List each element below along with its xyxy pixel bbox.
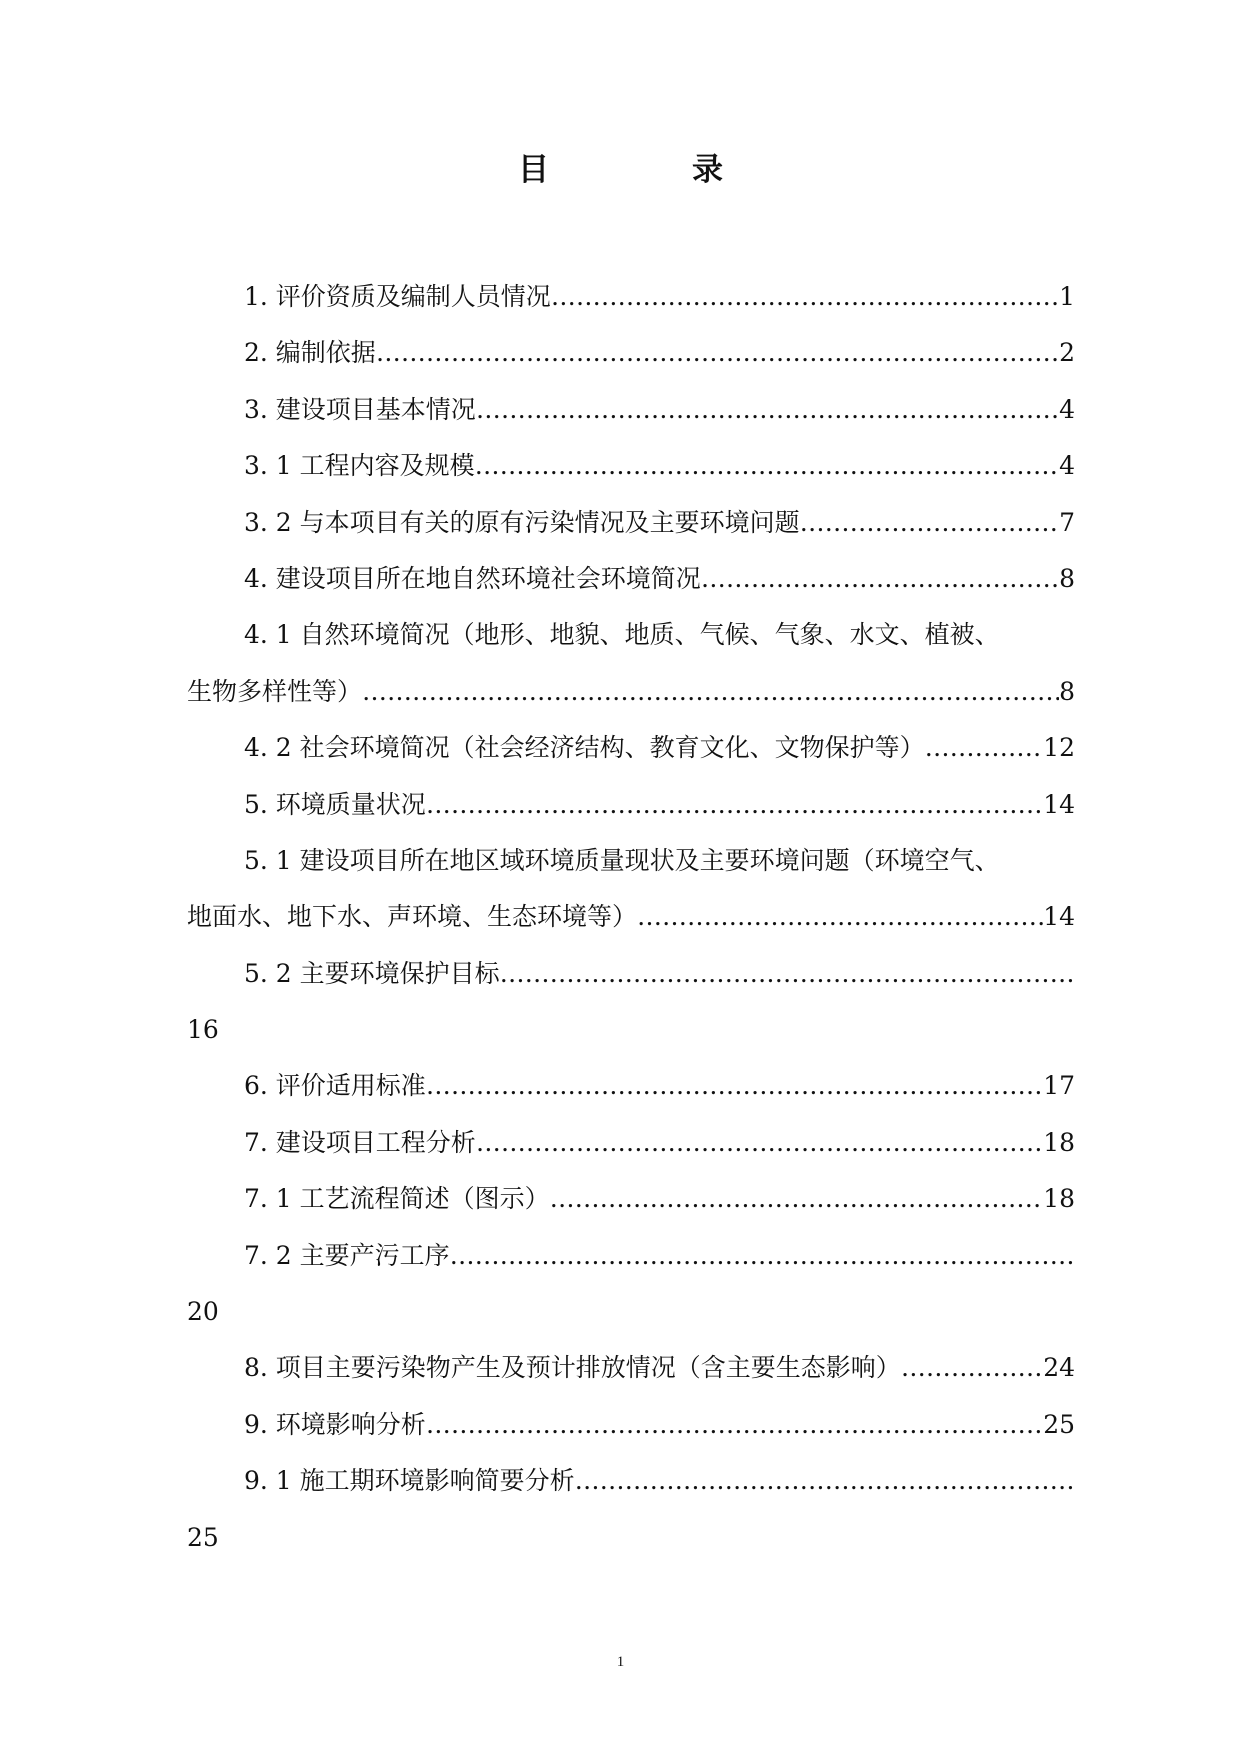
- toc-entry[interactable]: [187, 1115, 1075, 1171]
- toc-page-number: 16: [187, 1015, 219, 1045]
- dot-leader: [450, 1228, 1075, 1284]
- toc-page-number: 8: [1059, 676, 1075, 706]
- toc-page-number: 14: [1043, 789, 1075, 819]
- toc-entry-text: 3. 1 工程内容及规模: [244, 451, 475, 481]
- toc-entry[interactable]: [187, 1058, 1075, 1114]
- page-number-footer: 1: [616, 1654, 625, 1670]
- toc-entry-text: 1. 评价资质及编制人员情况: [244, 282, 551, 311]
- toc-page-number: 18: [1043, 1127, 1075, 1157]
- toc-entry[interactable]: [187, 438, 1075, 494]
- dot-leader: [551, 269, 1059, 325]
- dot-leader: [376, 325, 1059, 381]
- toc-entry[interactable]: [187, 1228, 1075, 1284]
- dot-leader: [476, 382, 1059, 438]
- toc-entry-line-1[interactable]: [187, 833, 1075, 889]
- toc-entry-text: 7. 1 工艺流程简述（图示）: [244, 1184, 550, 1214]
- toc-entry-text: 7. 建设项目工程分析: [244, 1127, 476, 1157]
- toc-entry-text: 9. 环境影响分析: [244, 1409, 426, 1439]
- dot-leader: [550, 1171, 1044, 1227]
- dot-leader: [701, 551, 1059, 607]
- toc-page-number: 8: [1059, 563, 1075, 593]
- toc-entry[interactable]: [187, 1453, 1075, 1509]
- toc-page-number: 25: [187, 1522, 219, 1552]
- toc-page-number: 17: [1043, 1071, 1075, 1101]
- toc-page-number: 7: [1059, 507, 1075, 537]
- toc-entry[interactable]: [187, 1397, 1075, 1453]
- toc-entry-text: 5. 2 主要环境保护目标: [244, 958, 500, 988]
- dot-leader: [475, 438, 1059, 494]
- dot-leader: [575, 1453, 1075, 1509]
- toc-entry-text: 4. 2 社会环境简况（社会经济结构、教育文化、文物保护等）: [244, 733, 925, 763]
- toc-entry-text: 8. 项目主要污染物产生及预计排放情况（含主要生态影响）: [244, 1353, 901, 1383]
- toc-entry-text: 9. 1 施工期环境影响简要分析: [244, 1466, 575, 1496]
- dot-leader: [476, 1115, 1043, 1171]
- toc-entry[interactable]: [187, 1340, 1075, 1396]
- toc-entry-wrapped-page[interactable]: [187, 1002, 1075, 1058]
- toc-entry[interactable]: [187, 382, 1075, 438]
- toc-entry-text: 3. 2 与本项目有关的原有污染情况及主要环境问题: [244, 507, 800, 537]
- toc-page-number: 24: [1043, 1353, 1075, 1383]
- toc-entry-wrapped-page[interactable]: [187, 1284, 1075, 1340]
- dot-leader: [500, 946, 1075, 1002]
- dot-leader: [637, 889, 1043, 945]
- toc-entry[interactable]: [187, 946, 1075, 1002]
- toc-entry[interactable]: [187, 325, 1075, 381]
- toc-entry[interactable]: [187, 551, 1075, 607]
- toc-entry-line-1[interactable]: [187, 607, 1075, 663]
- toc-entry-text: 4. 建设项目所在地自然环境社会环境简况: [244, 563, 701, 593]
- page-title: 目 录: [518, 152, 779, 188]
- toc-page-number: 25: [1043, 1409, 1075, 1439]
- toc-entry-text: 7. 2 主要产污工序: [244, 1240, 450, 1270]
- toc-entry-text: 2. 编制依据: [244, 338, 376, 368]
- toc-entry-text: 6. 评价适用标准: [244, 1071, 426, 1101]
- toc-entry-line-2[interactable]: [187, 664, 1075, 720]
- toc-entry-wrapped-page[interactable]: [187, 1510, 1075, 1566]
- toc-page-number: 14: [1043, 902, 1075, 932]
- toc-entry[interactable]: [187, 269, 1075, 325]
- dot-leader: [362, 664, 1059, 720]
- toc-page-number: 4: [1059, 394, 1075, 424]
- toc-page-number: 12: [1043, 733, 1075, 763]
- toc-entry-text: 5. 环境质量状况: [244, 789, 426, 819]
- toc-entry[interactable]: [187, 1171, 1075, 1227]
- toc-entry-line-2[interactable]: [187, 889, 1075, 945]
- toc-entry-text: 3. 建设项目基本情况: [244, 394, 476, 424]
- toc-page-number: 20: [187, 1297, 219, 1327]
- dot-leader: [901, 1340, 1043, 1396]
- table-of-contents: [187, 269, 1075, 1566]
- dot-leader: [426, 1397, 1043, 1453]
- toc-page-number: 18: [1043, 1184, 1075, 1214]
- dot-leader: [925, 720, 1044, 776]
- toc-entry-text: 5. 1 建设项目所在地区域环境质量现状及主要环境问题（环境空气、: [244, 845, 1000, 875]
- toc-entry-text-continued: 地面水、地下水、声环境、生态环境等）: [187, 902, 638, 932]
- toc-entry-text: 4. 1 自然环境简况（地形、地貌、地质、气候、气象、水文、植被、: [244, 620, 1000, 650]
- dot-leader: [426, 1058, 1043, 1114]
- toc-page-number: 1: [1059, 282, 1075, 311]
- toc-entry[interactable]: [187, 777, 1075, 833]
- toc-page-number: 2: [1059, 338, 1075, 368]
- toc-entry[interactable]: [187, 495, 1075, 551]
- dot-leader: [800, 495, 1059, 551]
- toc-entry-text-continued: 生物多样性等）: [187, 676, 363, 706]
- toc-page-number: 4: [1059, 451, 1075, 481]
- dot-leader: [426, 777, 1043, 833]
- toc-entry[interactable]: [187, 720, 1075, 776]
